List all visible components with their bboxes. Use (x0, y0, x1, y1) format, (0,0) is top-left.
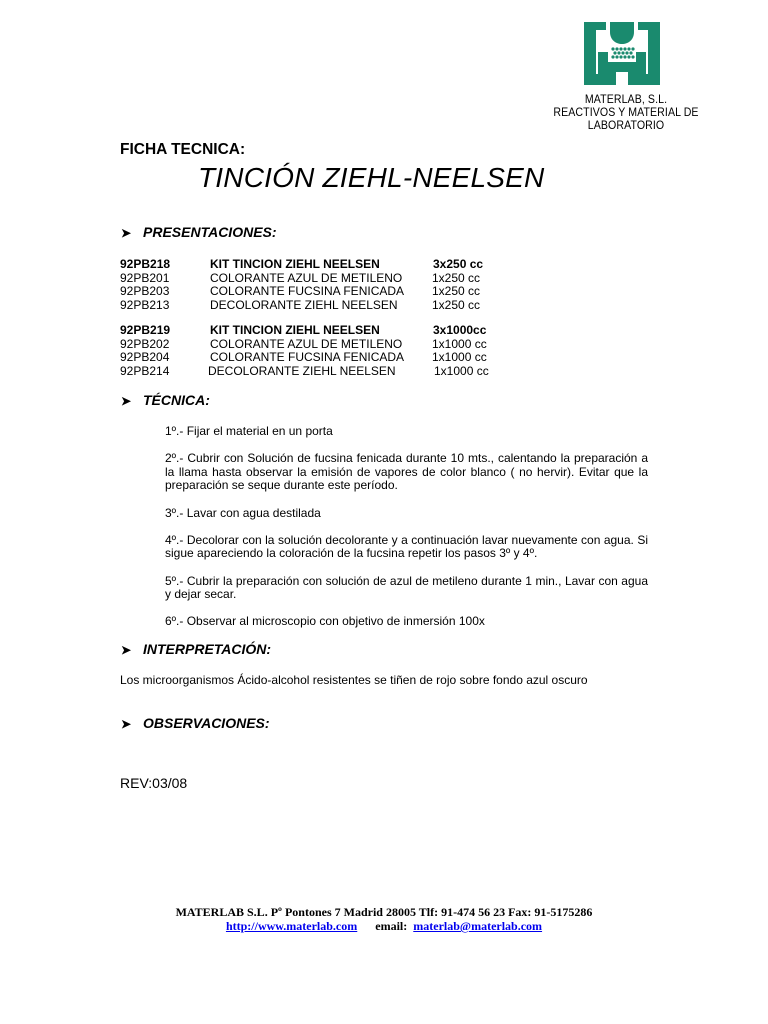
footer-contact (0, 919, 768, 933)
section-heading-tecnica (121, 392, 210, 408)
product-quantity: 1x1000 cc (434, 363, 489, 378)
section-heading-observaciones (121, 715, 270, 731)
product-description: DECOLORANTE ZIEHL NEELSEN (210, 297, 398, 312)
section-title: TÉCNICA: (143, 392, 210, 408)
technique-step: 1º.- Fijar el material en un porta (165, 424, 333, 438)
technique-step: 2º.- Cubrir con Solución de fucsina fenicada durante 10 mts., calentando la preparación a la llama hasta observar la emisión de vapores de color blanco ( no hervir). Evitar que la preparación se seque durante este período. (165, 451, 648, 493)
document-title: TINCIÓN ZIEHL-NEELSEN (198, 162, 545, 193)
arrow-bullet-icon: ➤ (121, 643, 132, 657)
product-code: 92PB201 (120, 270, 170, 285)
arrow-bullet-icon: ➤ (121, 717, 132, 731)
product-code: 92PB214 (120, 363, 170, 378)
product-description: KIT TINCION ZIEHL NEELSEN (210, 257, 380, 271)
ficha-label: FICHA TECNICA: (120, 141, 246, 158)
product-code: 92PB204 (120, 350, 170, 365)
product-code: 92PB203 (120, 284, 170, 299)
product-description: DECOLORANTE ZIEHL NEELSEN (208, 363, 396, 378)
footer-address: MATERLAB S.L. Pº Pontones 7 Madrid 28005 Tlf: 91-474 56 23 Fax: 91-5175286 (175, 905, 593, 919)
company-name-line1: MATERLAB, S.L. (584, 94, 668, 106)
product-code: 92PB202 (120, 336, 170, 351)
website-link[interactable]: http://www.materlab.com (225, 919, 358, 933)
technique-steps (165, 425, 648, 643)
product-quantity: 1x250 cc (432, 297, 481, 312)
product-description: COLORANTE FUCSINA FENICADA (210, 350, 405, 365)
footer (0, 905, 768, 933)
interpretation-text: Los microorganismos Ácido-alcohol resistentes se tiñen de rojo sobre fondo azul oscuro (120, 673, 588, 687)
company-name (519, 94, 732, 133)
product-quantity: 1x1000 cc (432, 350, 487, 365)
technique-step: 4º.- Decolorar con la solución decolorante y a continuación lavar nuevamente con agua. Si sigue apareciendo la coloración de la fucsina repetir los pasos 3º y 4º. (165, 532, 648, 561)
arrow-bullet-icon: ➤ (121, 226, 132, 240)
section-heading-interpretacion (121, 641, 271, 657)
section-title: OBSERVACIONES: (143, 715, 270, 731)
email-link[interactable]: materlab@materlab.com (413, 919, 543, 933)
section-heading-presentaciones (121, 224, 277, 240)
company-name-line2: REACTIVOS Y MATERIAL DE LABORATORIO (553, 107, 699, 132)
email-label: email: (375, 919, 408, 933)
technique-step: 5º.- Cubrir la preparación con solución de azul de metileno durante 1 min., Lavar con agua y dejar secar. (165, 573, 648, 602)
product-quantity: 1x250 cc (432, 284, 481, 299)
technique-step: 3º.- Lavar con agua destilada (165, 505, 321, 520)
product-code: 92PB213 (120, 297, 170, 312)
section-title: INTERPRETACIÓN: (143, 641, 272, 657)
product-quantity: 3x1000cc (433, 323, 487, 337)
technique-step: 6º.- Observar al microscopio con objetivo de inmersión 100x (165, 614, 485, 629)
product-description: KIT TINCION ZIEHL NEELSEN (210, 323, 380, 337)
product-code: 92PB218 (120, 257, 171, 271)
product-quantity: 3x250 cc (433, 257, 484, 271)
product-quantity: 1x1000 cc (432, 336, 487, 351)
product-description: COLORANTE AZUL DE METILENO (210, 336, 403, 351)
materlab-logo (584, 22, 660, 85)
product-code: 92PB219 (120, 323, 171, 337)
section-title: PRESENTACIONES: (143, 224, 277, 240)
product-quantity: 1x250 cc (432, 270, 481, 285)
product-description: COLORANTE AZUL DE METILENO (210, 270, 403, 285)
product-description: COLORANTE FUCSINA FENICADA (210, 284, 405, 299)
revision-label: REV:03/08 (120, 775, 188, 791)
arrow-bullet-icon: ➤ (121, 394, 132, 408)
